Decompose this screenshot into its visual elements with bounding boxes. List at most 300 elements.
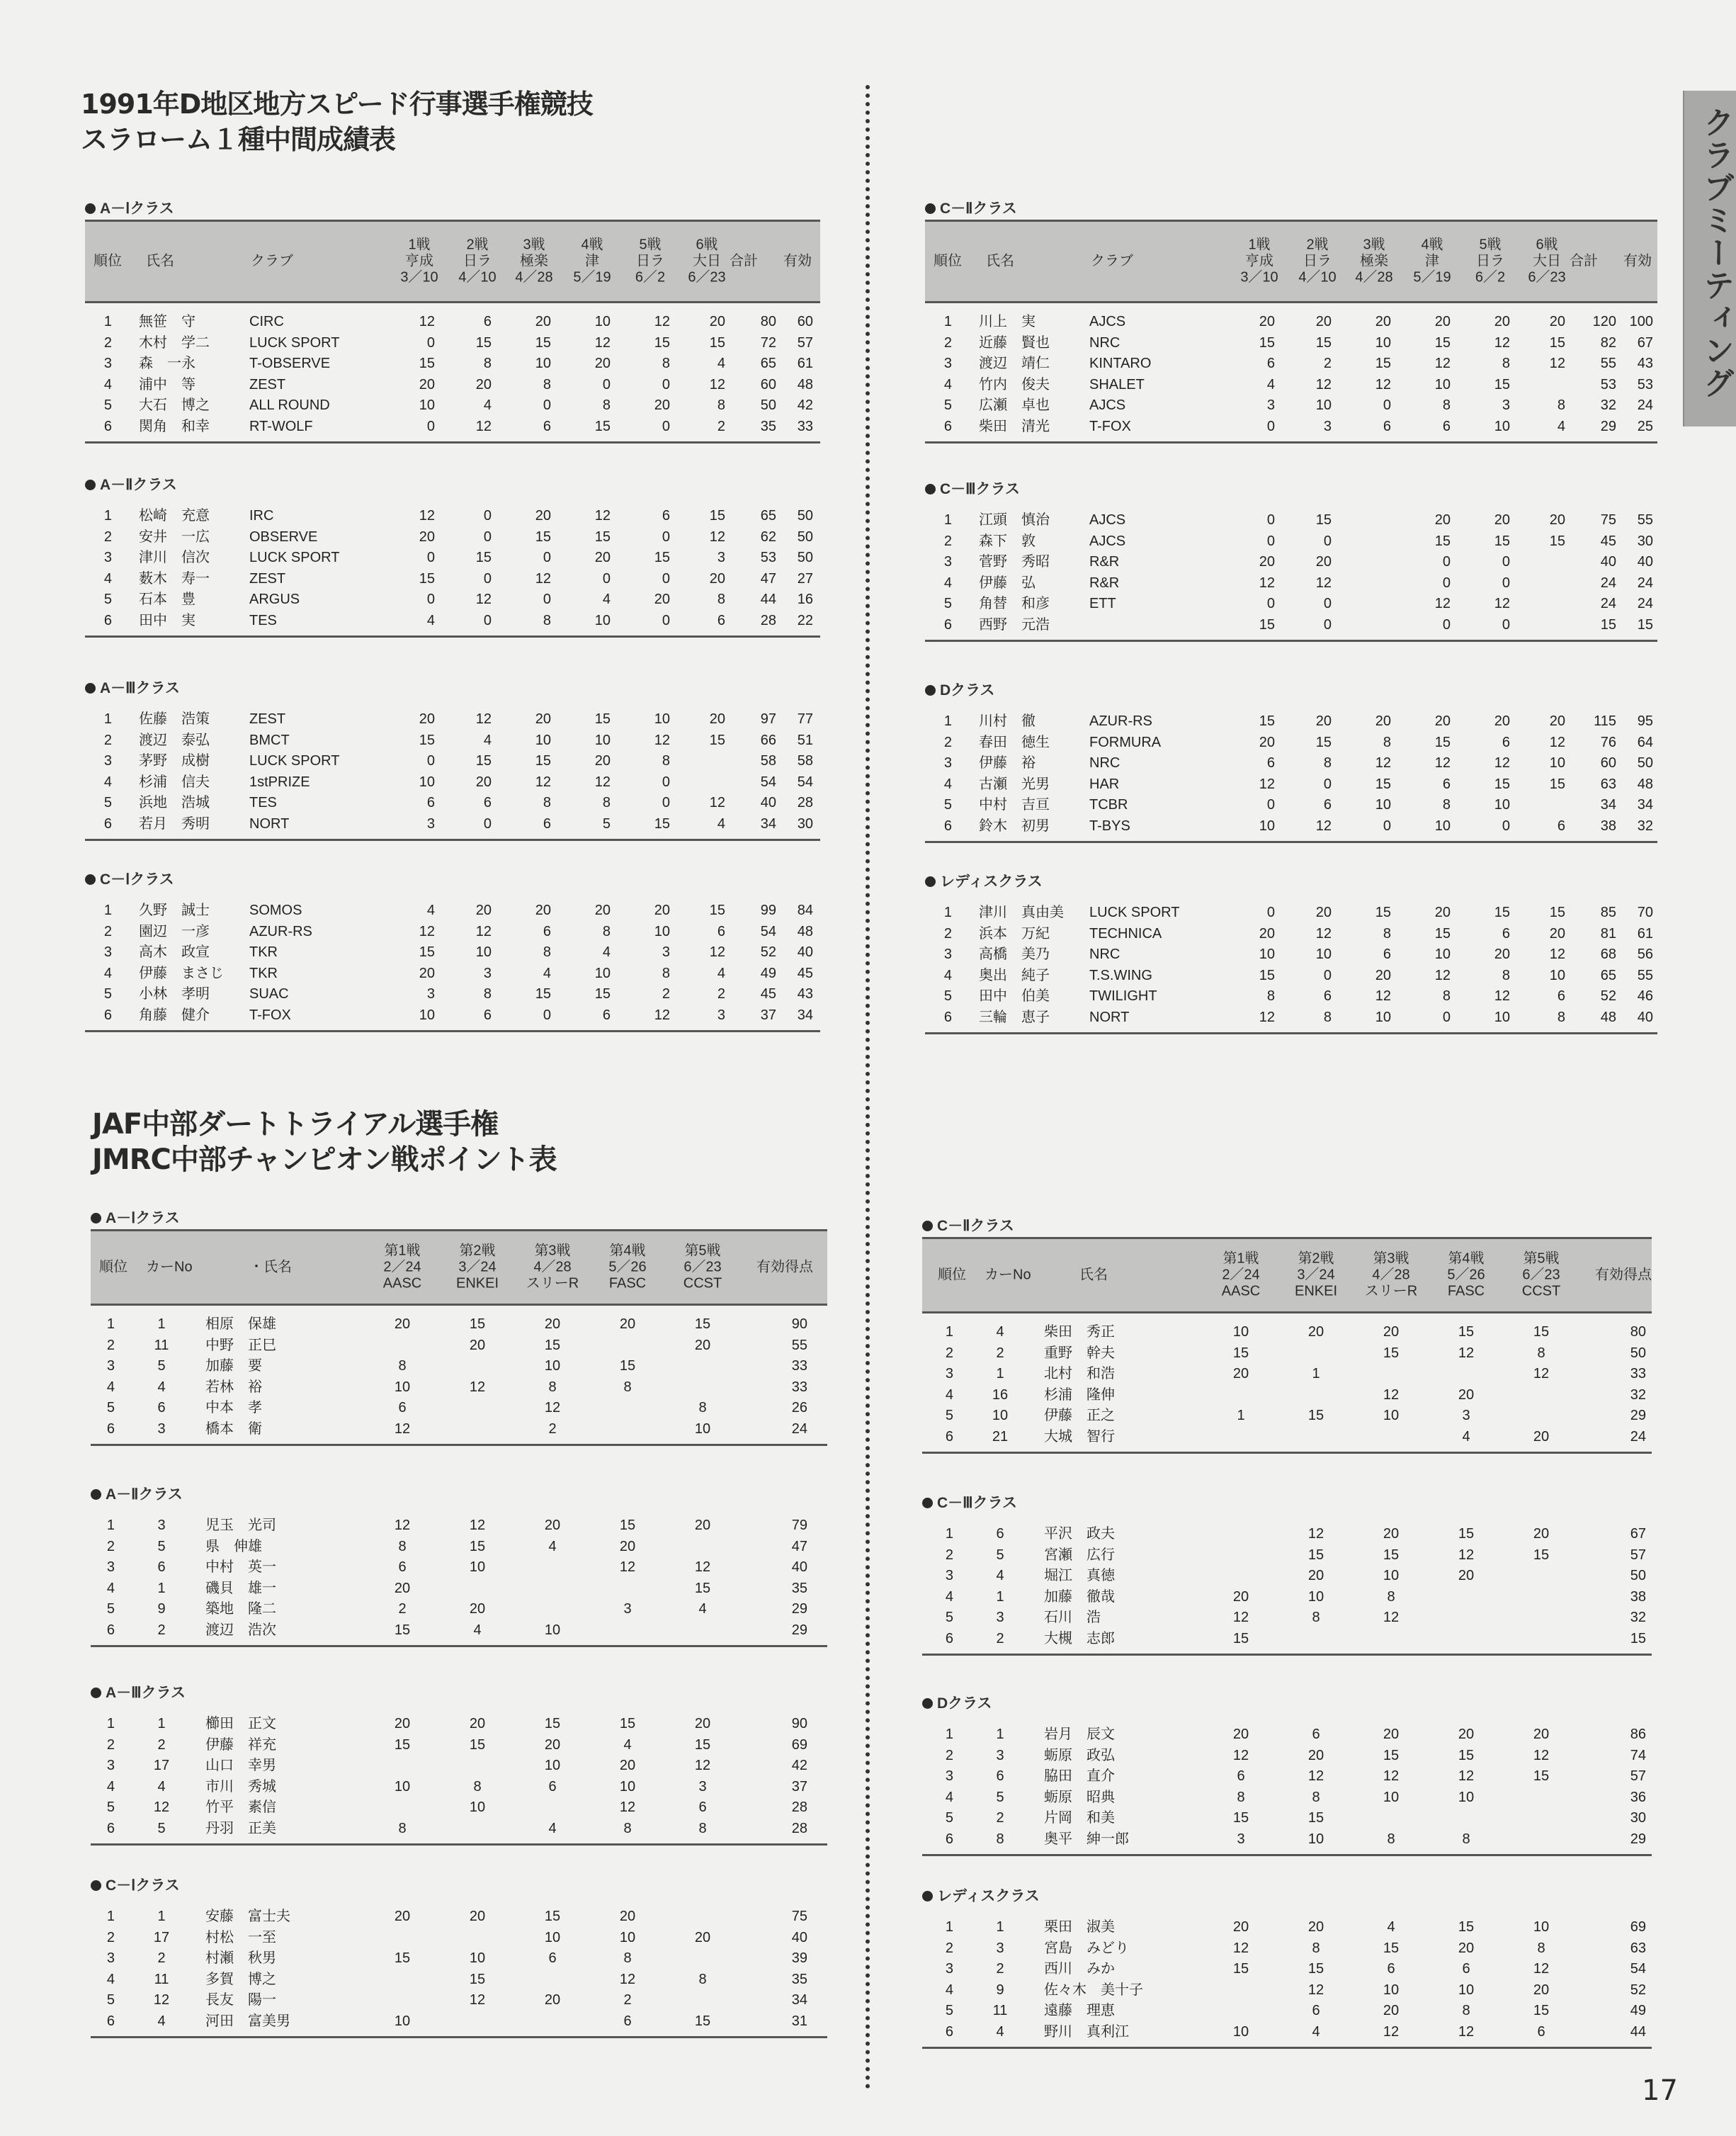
table-cell: 4 — [717, 965, 725, 981]
table-cell: 3 — [1323, 418, 1332, 434]
table-cell: 15 — [654, 550, 670, 565]
table-cell: 20 — [535, 508, 551, 524]
table-cell: 20 — [475, 774, 492, 790]
table-cell: 6 — [1312, 2003, 1320, 2018]
header-round: 第2戦 3／24 ENKEI — [455, 1243, 499, 1292]
table-cell: 1 — [106, 1518, 115, 1533]
header-round: 第4戦 5／26 FASC — [608, 1243, 647, 1292]
table-cell: 12 — [709, 795, 725, 810]
table-cell: 6 — [483, 1007, 492, 1023]
table-cell: 6 — [662, 508, 670, 524]
table-cell: 54 — [1630, 1961, 1646, 1977]
table-cell: 15 — [1307, 1810, 1324, 1826]
table-cell: 6 — [483, 795, 492, 810]
table-cell: NORT — [1089, 1009, 1130, 1025]
table-cell: 65 — [760, 508, 776, 524]
table-cell: 30 — [1637, 533, 1653, 549]
table-cell: 村松 一至 — [205, 1929, 276, 1945]
table-cell: 1 — [103, 711, 112, 727]
table-cell: 8 — [1312, 1610, 1320, 1625]
table-cell: 茅野 成樹 — [139, 753, 210, 769]
table-cell: 10 — [544, 1758, 561, 1773]
table-cell: 角替 和彦 — [979, 596, 1050, 611]
table-cell — [1510, 594, 1565, 615]
table-cell: 8 — [1387, 1588, 1395, 1605]
page-number: 17 — [1642, 2074, 1678, 2107]
table-cell: 15 — [1533, 1768, 1550, 1784]
table-cell: 12 — [1533, 1961, 1550, 1977]
table-cell: 10 — [544, 1622, 561, 1638]
table-cell — [368, 1928, 436, 1949]
table-cell: 33 — [1630, 1366, 1646, 1381]
table-row — [925, 375, 1657, 396]
table-cell: 0 — [1502, 575, 1510, 591]
table-cell: 10 — [694, 1420, 711, 1437]
table-cell: 15 — [1600, 616, 1616, 633]
table-cell — [443, 1819, 511, 1840]
table-cell: 柴田 清光 — [979, 418, 1050, 434]
table-cell: 28 — [791, 1820, 807, 1836]
table-cell: 20 — [1383, 1727, 1400, 1742]
table-cell: 0 — [426, 592, 435, 607]
table-cell: 3 — [106, 1559, 115, 1575]
table-cell: 10 — [1383, 1982, 1400, 1998]
table-cell: 伊藤 裕 — [979, 755, 1036, 771]
header-round: 第5戦 6／23 CCST — [683, 1243, 722, 1292]
table-cell: 4 — [106, 1778, 115, 1795]
header-round: 第4戦 5／26 FASC — [1447, 1250, 1485, 1299]
table-cell: 0 — [1502, 554, 1510, 570]
table-cell: 15 — [694, 2013, 711, 2029]
bullet-icon — [85, 480, 96, 490]
table-cell — [594, 1620, 662, 1641]
table-row — [925, 615, 1657, 636]
table-cell: 竹平 素信 — [205, 1799, 276, 1815]
table-row — [85, 922, 820, 943]
table-cell: 20 — [1232, 1588, 1249, 1605]
table-cell: ZEST — [249, 376, 286, 392]
table-row — [91, 1714, 827, 1735]
section-title-text: A－Ⅲクラス — [100, 680, 181, 696]
table-cell: 8 — [1462, 1831, 1470, 1847]
table-cell: 15 — [1494, 533, 1510, 549]
table-cell: 近藤 賢也 — [979, 334, 1050, 351]
table-cell: R&R — [1089, 575, 1120, 591]
table-cell: 1 — [943, 905, 952, 920]
table-cell: 市川 秀城 — [205, 1778, 276, 1795]
table-cell: 12 — [1315, 575, 1332, 591]
table-cell: 0 — [426, 753, 435, 769]
table-row — [91, 1419, 827, 1440]
table-cell: 平沢 政夫 — [1044, 1526, 1115, 1542]
table-cell: 12 — [1232, 1747, 1249, 1763]
table-cell: 10 — [1315, 397, 1332, 413]
table-cell — [1282, 1629, 1350, 1650]
table-row — [91, 1356, 827, 1377]
table-cell: 12 — [419, 508, 435, 524]
table-cell: 45 — [1600, 533, 1616, 549]
table-cell: 2 — [103, 334, 112, 351]
table-cell: 12 — [1259, 776, 1275, 792]
table-cell: 0 — [662, 795, 670, 810]
table-cell: OBSERVE — [249, 529, 318, 545]
table-cell: 29 — [1600, 418, 1616, 434]
header-total: 合計 — [730, 253, 758, 269]
table-cell: 20 — [1315, 713, 1332, 729]
table-cell: 15 — [1307, 1961, 1324, 1977]
table-cell: NRC — [1089, 946, 1121, 962]
table-cell: 20 — [1232, 1727, 1249, 1742]
table-cell: T.S.WING — [1089, 967, 1152, 983]
table-cell: 8 — [398, 1538, 407, 1554]
table-cell: 4 — [426, 903, 435, 918]
table-cell: 81 — [1600, 925, 1616, 942]
table-cell: 3 — [103, 944, 112, 960]
table-cell: 10 — [619, 1778, 636, 1795]
table-cell: 大槻 志郎 — [1044, 1630, 1115, 1646]
table-cell: 15 — [419, 944, 435, 960]
table-cell: 4 — [473, 1622, 482, 1638]
table-cell — [1357, 1364, 1425, 1385]
table-cell: 20 — [654, 903, 670, 918]
table-cell: 75 — [1600, 512, 1616, 528]
table-cell: 12 — [619, 1559, 636, 1575]
table-row — [925, 944, 1657, 966]
table-cell: 5 — [106, 1400, 115, 1415]
table-cell: 児玉 光司 — [205, 1518, 276, 1533]
table-cell: 8 — [1442, 988, 1451, 1004]
table-cell: 2 — [106, 1538, 115, 1554]
table-cell: NRC — [1089, 755, 1121, 771]
table-body — [922, 1514, 1652, 1656]
table-cell: 77 — [797, 711, 813, 727]
table-cell: AJCS — [1089, 397, 1126, 413]
header-round: 第1戦 2／24 AASC — [382, 1243, 422, 1292]
table-cell: LUCK SPORT — [249, 334, 340, 351]
table-cell: 6 — [548, 1950, 557, 1966]
header-rank: 順位 — [99, 1259, 127, 1275]
table-cell: 4 — [106, 1580, 115, 1596]
header-round: 3戦 極楽 4／28 — [515, 237, 553, 286]
table-cell: 86 — [1630, 1727, 1646, 1742]
table-cell: 0 — [543, 397, 551, 413]
table-row — [85, 964, 820, 985]
header-carno: カーNo — [146, 1259, 193, 1275]
table-cell: ARGUS — [249, 592, 300, 607]
table-cell: 3 — [943, 755, 952, 771]
table-cell: AJCS — [1089, 314, 1126, 329]
table-body — [91, 1704, 827, 1846]
table-cell: 48 — [797, 376, 813, 392]
table-cell: 12 — [709, 529, 725, 545]
table-cell: 42 — [791, 1758, 807, 1773]
table-cell: 1 — [996, 1919, 1004, 1935]
table-cell: 0 — [483, 815, 492, 832]
table-cell: 3 — [106, 1358, 115, 1374]
table-cell: 木村 学二 — [139, 334, 210, 351]
table-cell: 20 — [1307, 1919, 1324, 1935]
table-cell: 12 — [1549, 946, 1565, 962]
table-row — [925, 417, 1657, 438]
table-cell: 杉浦 信夫 — [139, 774, 210, 790]
table-cell: 3 — [1502, 397, 1510, 413]
table-row — [91, 1928, 827, 1949]
table-cell: 47 — [791, 1538, 807, 1554]
table-row — [85, 417, 820, 438]
table-cell: TWILIGHT — [1089, 988, 1157, 1004]
table-cell: 6 — [543, 815, 551, 832]
table-cell: 若月 秀明 — [139, 815, 210, 832]
table-cell: 高橋 美乃 — [979, 946, 1050, 962]
table-cell: 20 — [544, 1518, 561, 1533]
table-cell: LUCK SPORT — [1089, 905, 1180, 920]
table-cell: 26 — [791, 1400, 807, 1415]
table-cell — [1357, 1629, 1425, 1650]
table-cell: 10 — [654, 923, 670, 939]
table-cell: 12 — [1434, 755, 1451, 771]
section-title — [922, 1216, 1652, 1237]
table-cell: 15 — [1315, 512, 1332, 528]
table-cell: 0 — [483, 508, 492, 524]
table-body — [922, 1313, 1652, 1454]
bullet-icon — [91, 1489, 101, 1500]
table-cell: 15 — [1458, 1526, 1475, 1542]
table-cell: 4 — [943, 376, 952, 392]
section-title — [922, 1886, 1652, 1907]
table-header — [922, 1237, 1652, 1313]
table-cell: 長友 陽一 — [205, 1992, 276, 2008]
table-cell: 伊藤 祥充 — [205, 1736, 276, 1753]
table-cell: 12 — [1315, 376, 1332, 392]
table-cell: 0 — [1323, 533, 1332, 549]
table-cell: 35 — [791, 1580, 807, 1596]
table-cell: 20 — [1375, 713, 1391, 729]
table-cell: 80 — [760, 314, 776, 329]
table-cell: 10 — [394, 2013, 411, 2029]
table-row — [922, 1787, 1652, 1809]
table-cell: 3 — [106, 1950, 115, 1966]
table-cell: 6 — [548, 1778, 557, 1795]
table-cell: 10 — [475, 944, 492, 960]
bullet-icon — [91, 1688, 101, 1698]
table-cell: 29 — [1630, 1408, 1646, 1423]
table-cell: 45 — [797, 965, 813, 981]
table-cell: 1 — [157, 1580, 166, 1596]
table-cell: 20 — [619, 1538, 636, 1554]
table-cell: 2 — [106, 1736, 115, 1753]
table-cell: 15 — [535, 986, 551, 1002]
table-cell: 54 — [760, 774, 776, 790]
table-cell — [1507, 1587, 1575, 1608]
table-cell: 20 — [1549, 512, 1565, 528]
table-cell: 5 — [106, 1799, 115, 1815]
bullet-icon — [925, 484, 936, 495]
table-cell — [669, 1906, 737, 1928]
table-cell: 8 — [623, 1820, 632, 1836]
table-cell: 6 — [426, 795, 435, 810]
table-cell: 12 — [1315, 818, 1332, 834]
table-cell: 15 — [1232, 1345, 1249, 1361]
table-cell: 15 — [535, 753, 551, 769]
table-cell: 10 — [654, 711, 670, 727]
table-header — [925, 220, 1657, 303]
table-cell: 20 — [535, 903, 551, 918]
table-row — [925, 333, 1657, 354]
table-cell: 8 — [1442, 797, 1451, 813]
slalom-section — [85, 198, 820, 443]
dirt-section — [922, 1886, 1652, 2049]
table-cell: 50 — [797, 508, 813, 524]
table-cell: 12 — [535, 774, 551, 790]
table-row — [922, 1322, 1652, 1343]
table-cell: 15 — [1259, 334, 1275, 351]
table-cell: 15 — [1637, 616, 1653, 633]
table-cell — [443, 1928, 511, 1949]
table-cell: 56 — [1637, 946, 1653, 962]
bullet-icon — [922, 1698, 933, 1709]
table-cell — [518, 2011, 586, 2033]
table-cell: 15 — [394, 1950, 411, 1966]
table-cell: 15 — [1549, 905, 1565, 920]
table-cell: 小林 孝明 — [139, 986, 210, 1002]
table-cell: 4 — [943, 575, 952, 591]
table-cell — [1207, 1385, 1275, 1406]
table-cell: 多賀 博之 — [205, 1971, 276, 1987]
table-cell: 15 — [544, 1716, 561, 1731]
header-round: 6戦 大日 6／23 — [1528, 237, 1566, 286]
table-cell: 60 — [1600, 755, 1616, 771]
table-row — [91, 1948, 827, 1970]
table-cell: 20 — [709, 711, 725, 727]
section-title — [91, 1484, 827, 1505]
table-cell: 浦中 等 — [139, 376, 195, 392]
table-cell: 浜本 万紀 — [979, 925, 1050, 942]
table-cell: 20 — [694, 1518, 711, 1533]
table-cell: 6 — [1383, 946, 1391, 962]
table-cell: 2 — [943, 734, 952, 750]
header-round: 4戦 津 5／19 — [1413, 237, 1451, 286]
table-cell: 0 — [602, 376, 611, 392]
table-row — [85, 730, 820, 752]
table-cell: 15 — [1383, 1345, 1400, 1361]
table-cell: 5 — [103, 592, 112, 607]
table-cell: 50 — [760, 397, 776, 413]
table-cell: 10 — [469, 1950, 486, 1966]
dirt-title — [92, 1107, 557, 1177]
table-cell: 15 — [1375, 356, 1391, 371]
table-cell: 20 — [394, 1716, 411, 1731]
header-points: 有効得点 — [1595, 1267, 1652, 1283]
table-row — [91, 1735, 827, 1756]
table-cell: 8 — [1312, 1940, 1320, 1956]
table-cell: 82 — [1600, 334, 1616, 351]
table-cell: CIRC — [249, 314, 284, 329]
table-cell: 8 — [602, 795, 611, 810]
table-row — [922, 1746, 1652, 1767]
table-cell: 57 — [797, 334, 813, 351]
table-cell: 無笹 守 — [139, 314, 195, 329]
table-cell: 伊藤 弘 — [979, 575, 1036, 591]
table-cell: TCBR — [1089, 797, 1128, 813]
table-cell: 95 — [1637, 713, 1653, 729]
table-cell: 2 — [996, 1630, 1004, 1646]
table-cell: 宮島 みどり — [1044, 1940, 1129, 1956]
section-title — [85, 869, 820, 891]
table-cell — [443, 1756, 511, 1777]
table-cell: 8 — [717, 592, 725, 607]
table-cell: 58 — [760, 753, 776, 769]
table-cell: 河田 富美男 — [205, 2013, 290, 2029]
section-title — [91, 1683, 827, 1704]
section-title-text: C－Ⅰクラス — [106, 1877, 180, 1894]
table-cell: 宮瀬 広行 — [1044, 1547, 1115, 1563]
table-cell: 12 — [1232, 1940, 1249, 1956]
table-body — [91, 1897, 827, 2038]
table-cell: 17 — [153, 1929, 170, 1945]
table-cell: 20 — [1434, 314, 1451, 329]
table-row — [85, 333, 820, 354]
table-cell: 10 — [1494, 418, 1510, 434]
table-cell: 75 — [791, 1909, 807, 1924]
table-cell: 28 — [797, 795, 813, 810]
table-cell: 20 — [709, 570, 725, 587]
table-cell: 森下 敦 — [979, 533, 1036, 549]
table-cell — [594, 1419, 662, 1440]
table-cell: 6 — [717, 612, 725, 628]
bullet-icon — [925, 685, 936, 696]
table-cell: 中野 正巳 — [205, 1337, 276, 1353]
dirt-section — [922, 1493, 1652, 1656]
table-cell: FORMURA — [1089, 734, 1162, 750]
table-cell: 村瀬 秋男 — [205, 1950, 276, 1966]
table-cell: 4 — [106, 1379, 115, 1395]
table-cell — [1207, 1524, 1275, 1545]
table-cell: 48 — [797, 923, 813, 939]
table-cell: 1 — [1312, 1366, 1320, 1381]
table-body — [922, 1907, 1652, 2049]
table-cell: 12 — [1434, 596, 1451, 611]
table-cell: 2 — [103, 732, 112, 748]
table-cell: 0 — [662, 529, 670, 545]
table-cell: 川上 実 — [979, 314, 1036, 329]
table-cell: 津川 信次 — [139, 550, 210, 565]
table-cell: 10 — [992, 1408, 1009, 1423]
table-row — [91, 1578, 827, 1600]
table-cell: 6 — [106, 1420, 115, 1437]
table-cell: 15 — [419, 732, 435, 748]
table-cell: 63 — [1600, 776, 1616, 792]
table-cell: 34 — [760, 815, 776, 832]
table-cell: 15 — [1458, 1324, 1475, 1340]
table-row — [91, 1906, 827, 1928]
table-cell: 5 — [943, 797, 952, 813]
table-cell: 2 — [106, 1337, 115, 1353]
table-cell: 8 — [483, 986, 492, 1002]
table-cell: 15 — [709, 903, 725, 918]
table-cell: 6 — [1557, 988, 1565, 1004]
table-row — [922, 1980, 1652, 2001]
table-cell: 6 — [106, 1622, 115, 1638]
table-cell: ZEST — [249, 570, 286, 587]
table-cell: 10 — [1232, 1324, 1249, 1340]
table-cell: 3 — [426, 815, 435, 832]
table-cell: 53 — [1637, 376, 1653, 392]
table-cell: 蛎原 政弘 — [1044, 1747, 1115, 1763]
section-title-text: レディスクラス — [940, 874, 1043, 890]
table-cell: 20 — [709, 314, 725, 329]
section-title-text: A－Ⅱクラス — [100, 477, 177, 493]
bullet-icon — [922, 1221, 933, 1231]
